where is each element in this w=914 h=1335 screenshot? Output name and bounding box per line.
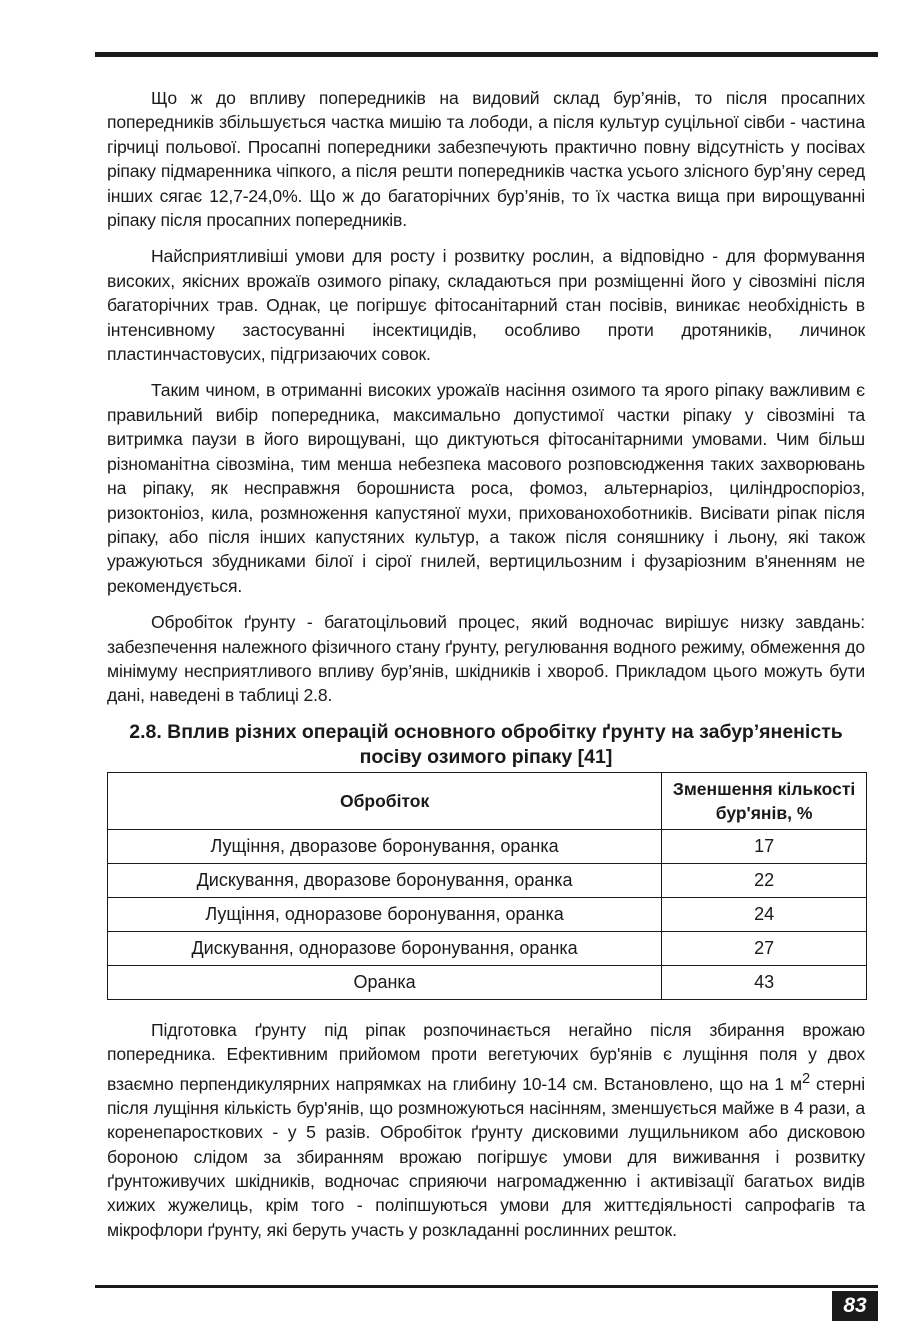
cell-reduction: 17 bbox=[662, 829, 867, 863]
table-row bbox=[108, 897, 867, 931]
cell-tillage: Оранка bbox=[108, 965, 662, 999]
table-row bbox=[108, 863, 867, 897]
top-rule bbox=[95, 52, 878, 57]
table-row bbox=[108, 829, 867, 863]
cell-tillage: Дискування, одноразове боронування, оранка bbox=[108, 931, 662, 965]
table-row bbox=[108, 931, 867, 965]
cell-reduction: 27 bbox=[662, 931, 867, 965]
paragraph-5-part-1: Підготовка ґрунту під ріпак розпочинається негайно після збирання врожаю попередника. Ефективним прийомом проти вегетуючих бур'янів є лущіння поля у двох взаємно перпендикулярних напрямках на глибину 10-14 см. Встановлено, що на 1 м bbox=[107, 1019, 865, 1094]
cell-tillage: Дискування, дворазове боронування, оранка bbox=[108, 863, 662, 897]
header-tillage: Обробіток bbox=[108, 772, 662, 829]
cell-tillage: Лущіння, дворазове боронування, оранка bbox=[108, 829, 662, 863]
page-content bbox=[107, 86, 865, 1254]
paragraph-4: Обробіток ґрунту - багатоцільовий процес, який водночас вирішує низку завдань: забезпечення належного фізичного стану ґрунту, регулювання водного режиму, обмеження до мінімуму несприятливого впливу бур’янів, шкідників і хвороб. Прикладом цього можуть бути дані, наведені в таблиці 2.8. bbox=[107, 612, 865, 706]
cell-reduction: 24 bbox=[662, 897, 867, 931]
table-row bbox=[108, 965, 867, 999]
superscript-2: 2 bbox=[801, 1070, 810, 1087]
cell-reduction: 43 bbox=[662, 965, 867, 999]
paragraph-1: Що ж до впливу попередників на видовий склад бур’янів, то після просапних попередників збільшується частка мишію та лободи, а після культур суцільної сівби - частина гірчиці польової. Просапні попередники забезпечують практично повну відсутність у посівах ріпаку підмаренника чіпкого, а після решти попередників частка усього злісного бур’яну серед інших сягає 12,7-24,0%. Що ж до багаторічних бур’янів, то їх частка вища при вирощуванні ріпаку після просапних попередників. bbox=[107, 88, 865, 231]
table-caption: 2.8. Вплив різних операцій основного обробітку ґрунту на забур’яненість посіву озимого ріпаку [41] bbox=[129, 720, 843, 768]
page-number: 83 bbox=[832, 1291, 878, 1321]
header-weed-reduction: Зменшення кількості бур'янів, % bbox=[662, 772, 867, 829]
paragraph-3: Таким чином, в отриманні високих урожаїв насіння озимого та ярого ріпаку важливим є правильний вибір попередника, максимально допустимої частки ріпаку у сівозміні та витримка паузи в його вирощувані, що диктуються фітосанітарними умовами. Чим більш різноманітна сівозміна, тим менша небезпека масового розповсюдження таких захворювань на ріпаку, як несправжня борошниста роса, фомоз, альтернаріоз, циліндроспоріоз, ризоктоніоз, кила, розмноження капустяної мухи, прихованохоботників. Висівати ріпак після ріпаку, або після інших капустяних культур, а також після соняшнику і льону, які також уражуються збудниками білої і сірої гнилей, вертицильозним і фузаріозним в'яненням не рекомендується. bbox=[107, 380, 865, 596]
paragraph-5-part-2: стерні після лущіння кількість бур'янів, що розмножуються насінням, зменшується майже в 4 рази, а коренепаросткових - у 5 разів. Обробіток ґрунту дисковими лущильником або дисковою бороною слідом за збиранням врожаю погіршує умови для виживання і розвитку ґрунтоживучих шкідників, водночас сприяючи нагромадженню і активізації багатьох видів хижих жужелиць, крім того - поліпшуються умови для життєдіяльності сапрофагів та мікрофлори ґрунту, які беруть участь у розкладанні рослинних решток. bbox=[107, 1073, 865, 1240]
bottom-rule bbox=[95, 1285, 878, 1288]
cell-tillage: Лущіння, одноразове боронування, оранка bbox=[108, 897, 662, 931]
tillage-table bbox=[107, 772, 867, 1000]
cell-reduction: 22 bbox=[662, 863, 867, 897]
paragraph-5 bbox=[107, 1018, 865, 1243]
table-header-row bbox=[108, 772, 867, 829]
paragraph-2: Найсприятливіші умови для росту і розвитку рослин, а відповідно - для формування високих, якісних врожаїв озимого ріпаку, складаються при розміщенні його у сівозміні після багаторічних трав. Однак, це погіршує фітосанітарний стан посівів, виникає необхідність в інтенсивному застосуванні інсектицидів, особливо проти дротяників, личинок пластинчастовусих, підгризаючих совок. bbox=[107, 246, 865, 365]
